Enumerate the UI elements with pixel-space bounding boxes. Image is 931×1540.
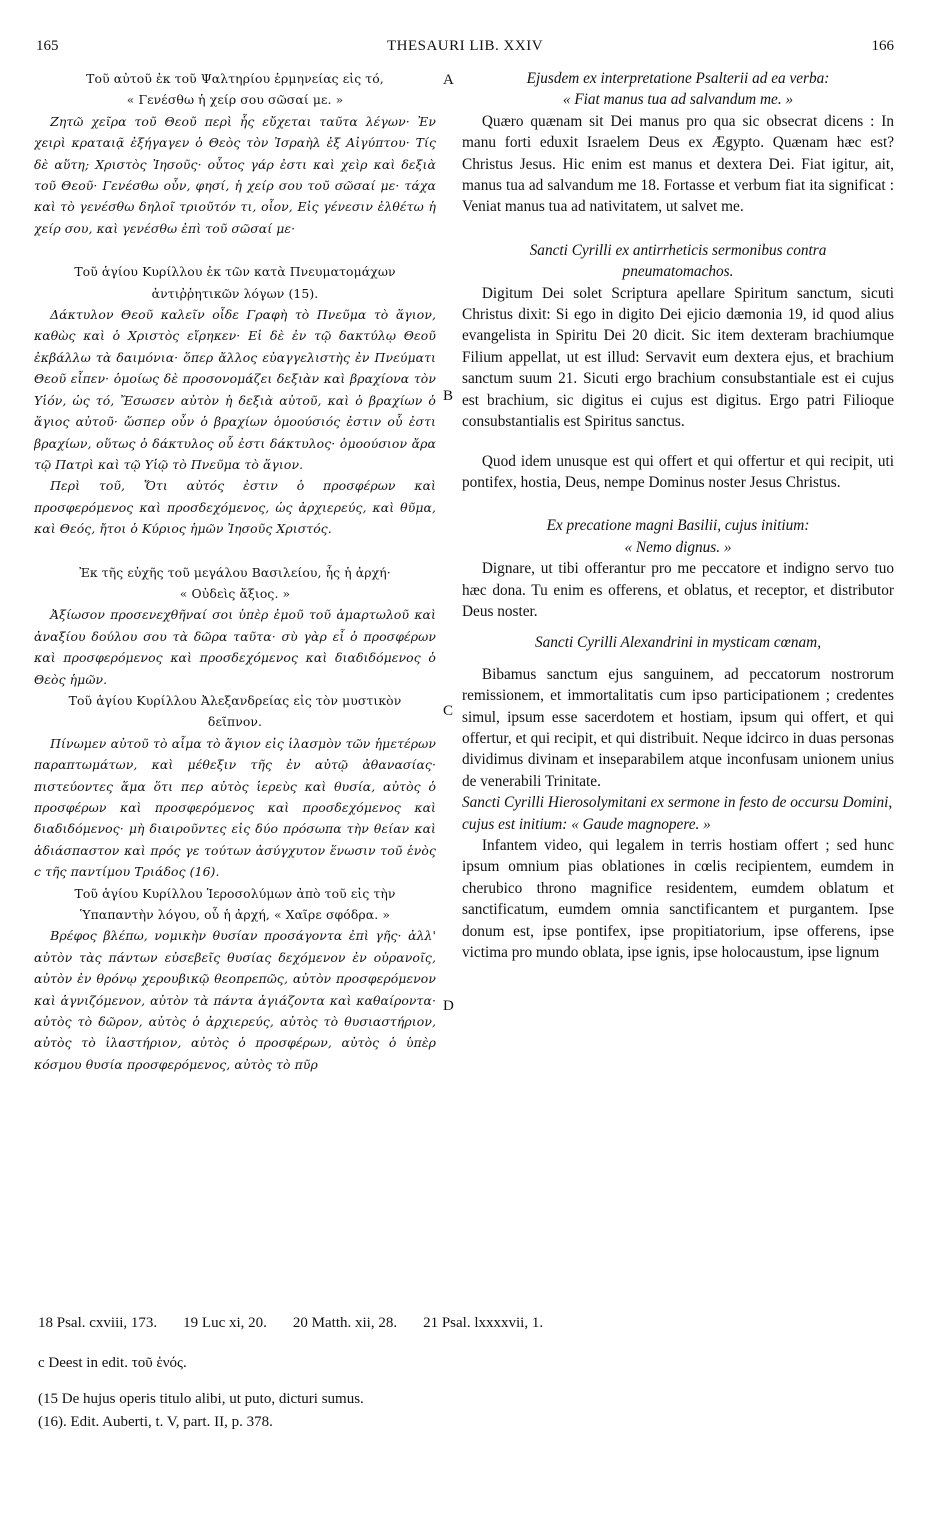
greek-section-3 <box>34 562 436 1076</box>
section-heading: Τοῦ αὐτοῦ ἐκ τοῦ Ψαλτηρίου ἑρμηνείας εἰς τό, <box>86 71 384 86</box>
section-heading: « Οὐδεὶς ἄξιος. » <box>179 585 291 601</box>
footnote-18: 18 Psal. cxviii, 173. <box>38 1315 158 1331</box>
footnote-16: (16). Edit. Auberti, t. V, part. II, p. 378. <box>38 1414 273 1430</box>
page-number-right: 166 <box>871 38 894 54</box>
latin-column <box>462 68 894 1308</box>
section-heading: Sancti Cyrilli ex antirrheticis sermonibus contra <box>529 241 827 259</box>
footnote-21: 21 Psal. lxxxxvii, 1. <box>423 1315 544 1331</box>
footnote-19: 19 Luc xi, 20. <box>183 1315 267 1331</box>
footnote-20: 20 Matth. xii, 28. <box>292 1315 398 1331</box>
verse-footnotes <box>38 1315 898 1332</box>
section-heading: Ἐκ τῆς εὐχῆς τοῦ μεγάλου Βασιλείου, ἧς ἡ ἀρχή· <box>79 564 391 580</box>
section-heading: Sancti Cyrilli Hierosolymitani ex sermone in festo de occursu Domini, cujus est initium: « Gaude magnopere. » <box>462 794 893 833</box>
section-heading: « Fiat manus tua ad salvandum me. » <box>562 91 794 109</box>
greek-section-2 <box>34 261 436 539</box>
margin-letter-c: C <box>443 703 454 719</box>
section-heading: Τοῦ ἁγίου Κυρίλλου Ἀλεξανδρείας εἰς τὸν μυστικὸν <box>68 692 402 708</box>
footnote-c: c Deest in edit. τοῦ ἑνός. <box>38 1355 187 1371</box>
section-heading: Ex precatione magni Basilii, cujus initium: <box>546 517 810 535</box>
section-heading: δεῖπνον. <box>207 714 263 730</box>
running-title: THESAURI LIB. XXIV <box>386 38 544 54</box>
section-text: Quæro quænam sit Dei manus pro qua sic obsecrat dicens : In manu forti eduxit Israelem Deus ex Ægypto. Quænam hæc est? Christus Jesus. Hic enim est manus et dextera Dei. Fiat igitur, ait, manus tua ad salvandum me 18. Fortasse et verbum fiat ita significat : Veniat manus tua ad nativitatem, ut salvet me. <box>462 112 894 216</box>
section-heading: pneumatomachos. <box>622 263 734 281</box>
latin-section-2 <box>462 240 894 493</box>
section-text: Πίνωμεν αὐτοῦ τὸ αἷμα τὸ ἅγιον εἰς ἱλασμὸν τῶν ἡμετέρων παραπτωμάτων, καὶ μέθεξιν τῆς ἐν αὐτῷ ἀθανασίας· πιστεύοντες ἅμα ὅτι περ αὐτὸς ἱερεὺς καὶ θυσία, αὐτὸς ὁ προσφέρων καὶ προσφερόμενος καὶ προσδεχόμενος καὶ διαδιδόμενος· μὴ διαιροῦντες εἰς δύο πρόσωπα τὴν θείαν καὶ ἀδιάσπαστον καὶ πρός γε τούτων ἀσύγχυτον ἕνωσιν τοῦ ἑνὸς c τῆς παντίμου Τριάδος (16). <box>34 735 436 880</box>
margin-letter-b: B <box>443 388 454 404</box>
margin-letter-a: A <box>443 72 454 88</box>
numbered-footnotes <box>38 1388 898 1434</box>
section-heading: Τοῦ ἁγίου Κυρίλλου ἐκ τῶν κατὰ Πνευματομάχων <box>74 264 396 280</box>
page-number-left: 165 <box>36 38 59 54</box>
section-text: Βρέφος βλέπω, νομικὴν θυσίαν προσάγοντα ἐπὶ γῆς· ἀλλ' αὐτὸν τὰς πάντων εὐσεβεῖς θυσίας δεχόμενον ἐν οὐρανοῖς, αὐτὸν ἐν θρόνῳ χερουβικῷ θεοπρεπῶς, αὐτὸν προσφερόμενον καὶ ἁγνιζόμενον, αὐτὸν τὰ πάντα ἁγιάζοντα καὶ καθαίροντα· αὐτὸς τὸ δῶρον, αὐτὸς ὁ ἀρχιερεύς, αὐτὸς τὸ θυσιαστήριον, αὐτὸς τὸ ἱλαστήριον, αὐτὸς ὁ προσφέρων, αὐτὸς ὁ ὑπὲρ κόσμου θυσία προσφερόμενος, αὐτὸς τὸ πῦρ <box>34 928 436 1072</box>
greek-column <box>34 68 436 1308</box>
section-text: Ζητῶ χεῖρα τοῦ Θεοῦ περὶ ἧς εὔχεται ταῦτα λέγων· Ἐν χειρὶ κραταιᾷ ἐξήγαγεν ὁ Θεὸς τὸν Ἰσραὴλ ἐξ Αἰγύπτου· Τίς δὲ αὕτη; Χριστὸς Ἰησοῦς· οὗτος γάρ ἐστι καὶ χεὶρ καὶ δεξιὰ τοῦ Θεοῦ· Γενέσθω οὖν, φησί, ἡ χείρ σου τοῦ σῶσαί με· τάχα καὶ τὸ γενέσθω δηλοῖ τριοῦτόν τι, οἷον, Εἰς γένεσιν ἐλθέτω ἡ χείρ σου, καὶ γενέσθω ἐπὶ τοῦ σῶσαί με· <box>34 113 436 236</box>
section-text: Περὶ τοῦ, Ὅτι αὐτός ἐστιν ὁ προσφέρων καὶ προσφερόμενος καὶ προσδεχόμενος, ὡς ἀρχιερεύς, καὶ θῦμα, καὶ Θεός, ἤτοι ὁ Κύριος ἡμῶν Ἰησοῦς Χριστός. <box>34 478 436 537</box>
section-text: Quod idem unusque est qui offert et qui offertur et qui recipit, uti pontifex, hostia, Deus, nempe Dominus noster Jesus Christus. <box>462 452 894 491</box>
section-heading: Ejusdem ex interpretatione Psalterii ad ea verba: <box>526 70 830 87</box>
latin-section-3 <box>462 515 894 963</box>
section-heading: Ὑπαπαντὴν λόγου, οὗ ἡ ἀρχή, « Χαῖρε σφόδρα. » <box>79 907 391 923</box>
section-heading: ἀντιῤῥητικῶν λόγων (15). <box>151 285 319 301</box>
section-text: Infantem video, qui legalem in terris hostiam offert ; sed hunc ipsum omnium pias oblationes in cœlis recipientem, eumdem in cherubico throno magnifice residentem, eumdem oblatum et sanctificatum, eumdem omnia sanctificantem et purgantem. Ipse donum est, ipse pontifex, ipse propitiatorium, ipse offerens, ipse victima pro mundo oblata, ipse ignis, ipse holocaustum, ipse lignum <box>462 837 894 962</box>
section-text: Ἀξίωσον προσενεχθῆναί σοι ὑπὲρ ἐμοῦ τοῦ ἁμαρτωλοῦ καὶ ἀναξίου δούλου σου τὰ δῶρα ταῦτα· σὺ γὰρ εἶ ὁ προσφέρων καὶ προσφερόμενος καὶ προσδεχόμενος καὶ διαδιδόμενος ὁ Θεὸς ἡμῶν. <box>34 607 436 687</box>
running-header <box>36 38 894 60</box>
section-text: Digitum Dei solet Scriptura apellare Spiritum sanctum, sicuti Christus dixit: Si ego in digito Dei ejicio dæmonia 19, id quod alius evangelista in Spiritu Dei 20 dicit. Sic item dexteram brachiumque Filium appellat, ut est illud: Servavit eum dextera ejus, et brachium sanctum suum 21. Sicuti ergo brachium consubstantiale est ei cujus est brachium, sic digitus ei cujus est digitus. Ergo patri Filioque consubstantialis est Spiritus sanctus. <box>462 284 894 431</box>
section-heading: « Γενέσθω ἡ χείρ σου σῶσαί με. » <box>126 92 344 108</box>
section-text: Dignare, ut tibi offerantur pro me peccatore et indigno servo tuo hæc dona. Tu enim es offerens, et oblatus, et receptor, et distributor Deus noster. <box>462 560 894 620</box>
section-text: Δάκτυλον Θεοῦ καλεῖν οἶδε Γραφὴ τὸ Πνεῦμα τὸ ἅγιον, καθὼς καὶ ὁ Χριστὸς εἴρηκεν· Εἰ δὲ ἐν τῷ δακτύλῳ Θεοῦ ἐκβάλλω τὰ δαιμόνια· ὅπερ ἄλλος εὐαγγελιστὴς ἐν Πνεύματι Θεοῦ εἶπεν· ὁμοίως δὲ προσονομάζει δεξιὰν καὶ βραχίονα τὸν Υἱόν, ὡς τό, Ἔσωσεν αὐτὸν ἡ δεξιὰ αὐτοῦ, καὶ ὁ βραχίων ὁ ἅγιος αὐτοῦ· ὥσπερ οὖν ὁ βραχίων ὁμοούσιός ἐστιν οὗ ἐστι βραχίων, οὕτως ὁ δάκτυλος οὗ ἐστι δάκτυλος· ὁμοούσιον ἄρα τῷ Πατρὶ καὶ τῷ Υἱῷ τὸ Πνεῦμα τὸ ἅγιον. <box>34 307 436 472</box>
footnote-15: (15 De hujus operis titulo alibi, ut puto, dicturi sumus. <box>38 1391 364 1407</box>
section-heading: Sancti Cyrilli Alexandrini in mysticam cœnam, <box>534 634 822 652</box>
greek-section-1 <box>34 68 436 239</box>
margin-letter-d: D <box>443 998 454 1014</box>
section-heading: « Nemo dignus. » <box>624 538 732 556</box>
section-heading: Τοῦ ἁγίου Κυρίλλου Ἱεροσολύμων ἀπὸ τοῦ εἰς τὴν <box>74 885 396 901</box>
latin-section-1 <box>462 68 894 218</box>
section-text: Bibamus sanctum ejus sanguinem, ad peccatorum nostrorum remissionem, et immortalitatis cum ipso participationem ; credentes simul, ipsum esse sacerdotem et hostiam, ipsum qui offert, et qui offertur, et qui recipit, et qui distribuit. Neque idcirco in duas personas dividimus divinam et inseparabilem atque inconfusam unionem unius de venerabili Trinitate. <box>462 665 894 790</box>
